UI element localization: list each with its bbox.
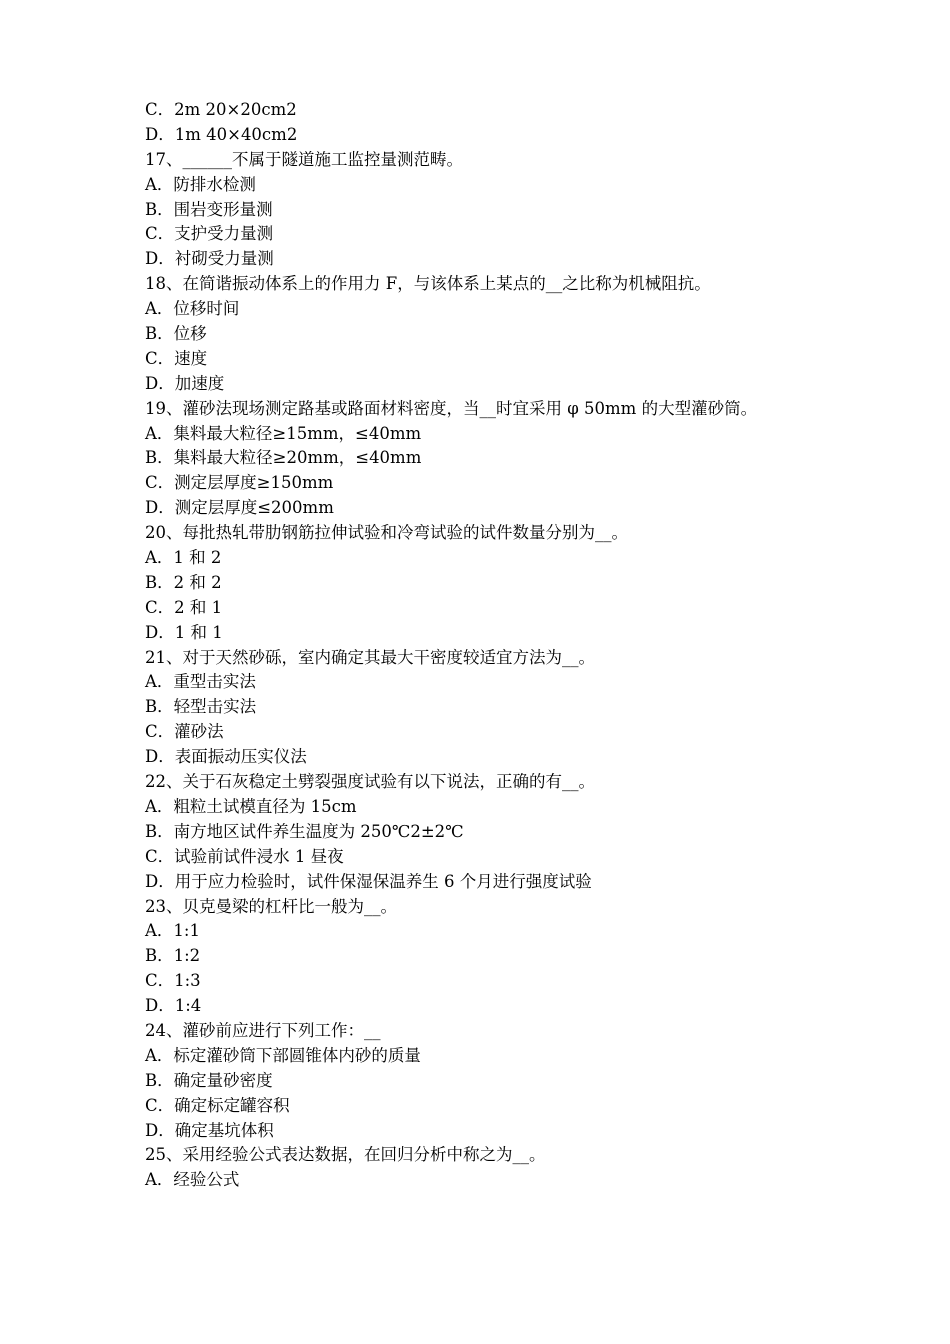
option-line: D．表面振动压实仪法 <box>145 747 307 767</box>
option-line: D．加速度 <box>145 373 225 393</box>
question-line: 21、对于天然砂砾，室内确定其最大干密度较适宜方法为__。 <box>145 647 595 667</box>
option-line: B．确定量砂密度 <box>145 1070 273 1090</box>
option-line: A．经验公式 <box>145 1170 240 1190</box>
option-line: C．2m 20×20cm2 <box>145 100 297 119</box>
option-line: C．试验前试件浸水 1 昼夜 <box>145 846 344 866</box>
question-line: 24、灌砂前应进行下列工作：__ <box>145 1020 381 1040</box>
option-line: C．灌砂法 <box>145 722 224 742</box>
question-line: 17、______不属于隧道施工监控量测范畴。 <box>145 149 463 169</box>
option-line: A．粗粒土试模直径为 15cm <box>145 796 357 816</box>
question-line: 23、贝克曼梁的杠杆比一般为__。 <box>145 896 397 916</box>
option-line: B．南方地区试件养生温度为 250℃2±2℃ <box>145 821 464 841</box>
document-page <box>145 98 845 1193</box>
option-line: D．测定层厚度≤200mm <box>145 498 334 518</box>
option-line: D．1:4 <box>145 996 202 1016</box>
option-line: C．2 和 1 <box>145 597 223 617</box>
option-line: A．重型击实法 <box>145 672 256 692</box>
option-line: B．1:2 <box>145 946 201 966</box>
option-line: A．1:1 <box>145 921 200 941</box>
option-line: A．防排水检测 <box>145 174 256 194</box>
option-line: C．确定标定罐容积 <box>145 1095 290 1115</box>
option-line: B．集料最大粒径≥20mm，≤40mm <box>145 448 422 468</box>
option-line: B．位移 <box>145 324 207 344</box>
option-line: B．轻型击实法 <box>145 697 257 717</box>
option-line: D．衬砌受力量测 <box>145 249 274 269</box>
option-line: A．标定灌砂筒下部圆锥体内砂的质量 <box>145 1045 421 1065</box>
question-line: 20、每批热轧带肋钢筋拉伸试验和冷弯试验的试件数量分别为__。 <box>145 523 628 543</box>
option-line: B．2 和 2 <box>145 572 222 592</box>
option-line: D．用于应力检验时，试件保湿保温养生 6 个月进行强度试验 <box>145 871 592 891</box>
option-line: C．速度 <box>145 348 208 368</box>
option-line: D．1m 40×40cm2 <box>145 124 298 144</box>
option-line: D．1 和 1 <box>145 622 223 642</box>
option-line: A．1 和 2 <box>145 548 222 568</box>
option-line: C．支护受力量测 <box>145 224 274 244</box>
question-line: 25、采用经验公式表达数据，在回归分析中称之为__。 <box>145 1145 546 1165</box>
option-line: C．1:3 <box>145 971 201 991</box>
question-line: 19、灌砂法现场测定路基或路面材料密度，当__时宜采用 φ 50mm 的大型灌砂筒。 <box>145 398 758 418</box>
option-line: D．确定基坑体积 <box>145 1120 274 1140</box>
option-line: B．围岩变形量测 <box>145 199 273 219</box>
question-line: 18、在简谐振动体系上的作用力 F，与该体系上某点的__之比称为机械阻抗。 <box>145 274 711 294</box>
option-line: A．集料最大粒径≥15mm，≤40mm <box>145 423 422 443</box>
question-line: 22、关于石灰稳定土劈裂强度试验有以下说法，正确的有__。 <box>145 772 595 792</box>
option-line: C．测定层厚度≥150mm <box>145 473 334 493</box>
option-line: A．位移时间 <box>145 299 240 319</box>
